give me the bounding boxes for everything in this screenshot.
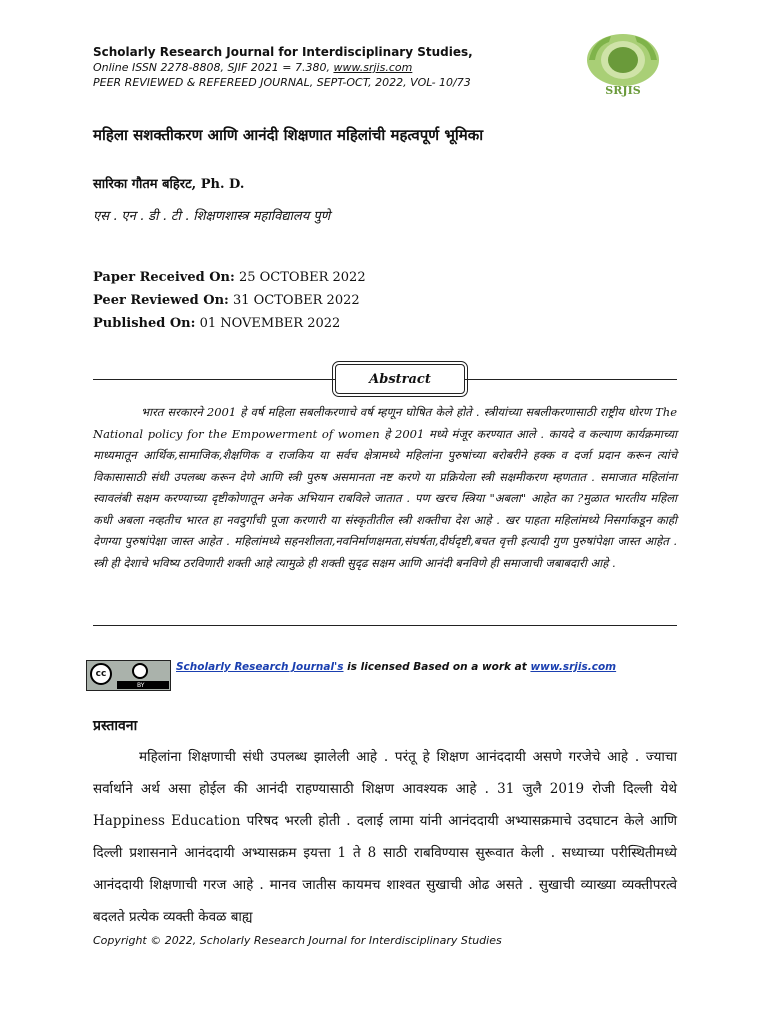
copyright-footer: Copyright © 2022, Scholarly Research Journal for Interdisciplinary Studies [93,934,508,947]
logo-text: SRJIS [605,84,641,97]
published-date: Published On: 01 NOVEMBER 2022 [93,316,341,331]
publication-dates [93,266,366,335]
cc-by-license-badge[interactable] [86,660,171,691]
abstract-rule-right [465,379,677,380]
introduction-text: महिलांना शिक्षणाची संधी उपलब्ध झालेली आहे . परंतू हे शिक्षण आनंददायी असणे गरजेचे आहे . ज्याचा सर्वार्थाने अर्थ असा होईल की आनंदी राहण्यासाठी शिक्षण आवश्यक आहे . 31 जुलै 2019 रोजी दिल्ली येथे Happiness Education परिषद भरली होती . दलाई लामा यांनी आनंददायी अभ्यासक्रमाचे उदघाटन केले आणि दिल्ली प्रशासनाने आनंददायी अभ्यासक्रम इयत्ता 1 ते 8 साठी राबविण्यास सुरूवात केली . सध्याच्या परीस्थितीमध्ये आनंददायी शिक्षणाची गरज आहे . मानव जातीस कायमच शाश्वत सुखाची ओढ असते . सुखाची व्याख्या व्यक्तीपरत्वे बदलते प्रत्येक व्यक्ती केवळ बाह्य [93,749,677,925]
license-notice [176,661,616,673]
abstract-rule-left [93,379,335,380]
abstract-text: भारत सरकारने 2001 हे वर्ष महिला सबलीकरणाचे वर्ष म्हणून घोषित केले होते . स्त्रीयांच्या सबलीकरणासाठी राष्ट्रीय धोरण The National policy for the Empowerment of women हे 2001 मध्ये मंजूर करण्यात आले . कायदे व कल्याण कार्यक्रमाच्या माध्यमातून आर्थिक,सामाजिक,शैक्षणिक व राजकिय या सर्वच क्षेत्रामध्ये महिलांना पुरुषांच्या बरोबरीने हक्क व दर्जा प्रदान करून त्यांचे विकासासाठी संधी उपलब्ध करून देणे आणि स्त्री पुरुष असमानता नष्ट करणे या प्रक्रियेला स्त्री सक्षमीकरण म्हणतात . समाजात महिलांना स्वावलंबी सक्षम करण्याच्या दृष्टीकोणातून अनेक अभियान राबविले जातात . पण खरच स्त्रिया "अबला" आहेत का ?मुळात भारतीय महिला कधी अबला नव्हतीच भारत हा नवदुर्गांची पूजा करणारी या संस्कृतीतील स्त्री शक्तीचा देश आहे . खर पाहता महिलांमध्ये निसर्गाकडून काही देणग्या पुरुषांपेक्षा जास्त आहेत . महिलांमध्ये सहनशीलता,नवनिर्माणक्षमता,संघर्षता,दीर्घदृष्टी,बचत वृत्ती इत्यादी गुण पुरुषांपेक्षा जास्त आहेत . स्त्री ही देशाचे भविष्य ठरविणारी शक्ती आहे त्यामुळे ही शक्ती सुदृढ सक्षम आणि आनंदी बनविणे ही समाजाची जबाबदारी आहे . [93,405,677,570]
license-text: is licensed Based on a work at [343,661,531,673]
creative-commons-icon: cc [90,663,112,685]
abstract-heading: Abstract [335,364,465,394]
journal-website-link[interactable]: www.srjis.com [333,61,413,74]
received-date: Paper Received On: 25 OCTOBER 2022 [93,270,366,285]
introduction-heading: प्रस्तावना [93,718,138,734]
reviewed-date: Peer Reviewed On: 31 OCTOBER 2022 [93,293,360,308]
srjis-logo [583,30,663,98]
paper-title: महिला सशक्तीकरण आणि आनंदी शिक्षणात महिलांची महत्वपूर्ण भूमिका [93,126,484,144]
abstract-rule-bottom [93,625,677,626]
by-label: BY [137,682,145,689]
journal-peer-line: PEER REVIEWED & REFEREED JOURNAL, SEPT-OCT, 2022, VOL- 10/73 [93,76,471,89]
journal-issn-line [93,60,563,75]
attribution-icon [132,663,148,679]
author-affiliation: एस . एन . डी . टी . शिक्षणशास्त्र महाविद्यालय पुणे [93,209,331,224]
journal-issn: Online ISSN 2278-8808, SJIF 2021 = 7.380, [93,61,334,74]
journal-name: Scholarly Research Journal for Interdisciplinary Studies, [93,45,473,59]
journal-license-link[interactable]: Scholarly Research Journal's [176,661,344,673]
srjis-website-link[interactable]: www.srjis.com [530,661,617,673]
author-name: सारिका गौतम बहिरट, Ph. D. [93,177,245,192]
journal-header [93,44,563,90]
